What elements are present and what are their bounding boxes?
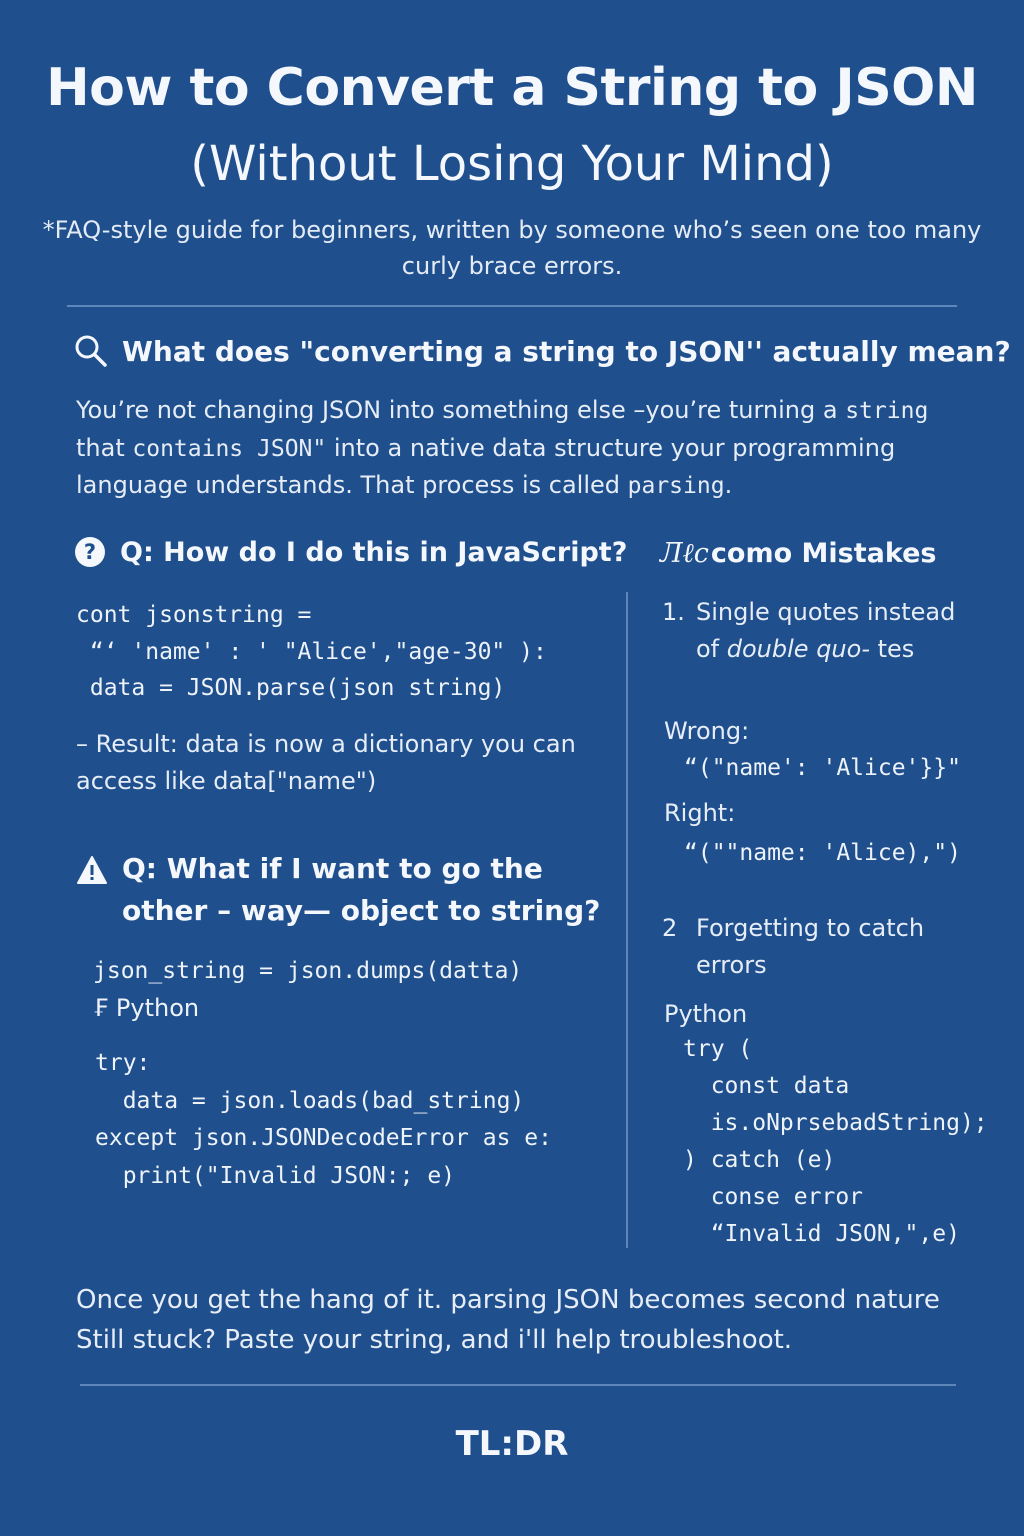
closing-text bbox=[76, 1280, 956, 1360]
python-try-code-block: try: data = json.loads(bad_string) except json.JSONDecodeError as e: print("Invalid JSON:; e) bbox=[95, 1050, 552, 1189]
javascript-result-text: – Result: data is now a dictionary you can access like data["name") bbox=[76, 730, 576, 795]
mistake-item-2-number: 2 bbox=[662, 914, 678, 942]
closing-line-1: Once you get the hang of it. parsing JSON becomes second nature bbox=[76, 1285, 940, 1315]
mistake-item-1-text bbox=[662, 594, 982, 668]
warning-triangle-icon bbox=[76, 855, 108, 885]
section-meaning-heading bbox=[74, 334, 1011, 368]
python-dumps-code: json_string = json.dumps(datta) bbox=[93, 958, 523, 984]
mistake-item-2 bbox=[662, 910, 982, 984]
divider-bottom bbox=[80, 1384, 956, 1386]
page-title-secondary: (Without Losing Your Mind) bbox=[190, 136, 834, 192]
closing-line-2: Still stuck? Paste your string, and i'll help troubleshoot. bbox=[76, 1325, 793, 1355]
mistake-item-1-text-emphasis: double quo- bbox=[726, 635, 870, 663]
section-other-way-heading-text: Q: What if I want to go the other – way— object to string? bbox=[122, 852, 601, 927]
section-javascript-heading bbox=[74, 536, 627, 568]
mistake-item-1-number: 1. bbox=[662, 598, 685, 626]
javascript-code-block: cont jsonstring = “‘ 'name' : ' "Alice',"age-30" ): data = JSON.parse(json string) bbox=[76, 602, 547, 701]
python-label: Python bbox=[664, 1000, 748, 1028]
search-icon bbox=[74, 334, 108, 368]
section-meaning-body-part1: You’re not changing JSON into something else –you’re turning a bbox=[76, 396, 846, 424]
page-title: How to Convert a String to JSON bbox=[46, 58, 978, 118]
mistakes-try-code-block: try ( const data is.oNprsebadString); ) catch (e) conse error “Invalid JSON,",e) bbox=[683, 1036, 988, 1247]
section-meaning-code-string: string bbox=[845, 398, 929, 424]
section-meaning-code-contains: contains JSON" bbox=[132, 435, 327, 462]
section-other-way-heading bbox=[76, 848, 616, 932]
python-comment: ₣ Python bbox=[93, 994, 200, 1022]
right-example-code: “(""name: 'Alice),") bbox=[684, 840, 961, 866]
right-example-label: Right: bbox=[664, 799, 736, 827]
svg-text:?: ? bbox=[83, 540, 97, 564]
section-meaning-body-part2: that bbox=[76, 433, 133, 462]
tldr-label: TL:DR bbox=[455, 1424, 569, 1464]
section-meaning-body bbox=[76, 392, 956, 505]
section-meaning-heading-text: What does "converting a string to JSON'' actually mean? bbox=[122, 334, 1011, 368]
section-meaning-body-part3: into a native data structure your programming language understands. That process is called bbox=[76, 433, 896, 499]
question-circle-icon bbox=[74, 536, 106, 568]
mistake-item-1-text-after: tes bbox=[869, 635, 915, 663]
divider-top bbox=[67, 305, 957, 307]
mistakes-heading-glyph: Лℓc bbox=[660, 538, 709, 569]
section-mistakes-heading bbox=[660, 538, 936, 569]
column-divider bbox=[626, 592, 628, 1248]
wrong-example-label: Wrong: bbox=[664, 717, 750, 745]
mistake-item-1-text-before: Single quotes instead of bbox=[696, 598, 956, 663]
section-meaning-body-part4: . bbox=[724, 471, 733, 499]
section-javascript-heading-text: Q: How do I do this in JavaScript? bbox=[120, 536, 628, 568]
mistake-item-1 bbox=[662, 594, 982, 668]
wrong-example-code: “("name': 'Alice'}}" bbox=[684, 755, 961, 781]
section-mistakes-heading-text: como Mistakes bbox=[710, 538, 937, 569]
section-meaning-code-parsing: parsing bbox=[627, 473, 725, 499]
mistake-item-2-text: Forgetting to catch errors bbox=[696, 914, 925, 979]
page-subtitle: *FAQ-style guide for beginners, written by someone who’s seen one too many curly brace errors. bbox=[42, 216, 982, 280]
